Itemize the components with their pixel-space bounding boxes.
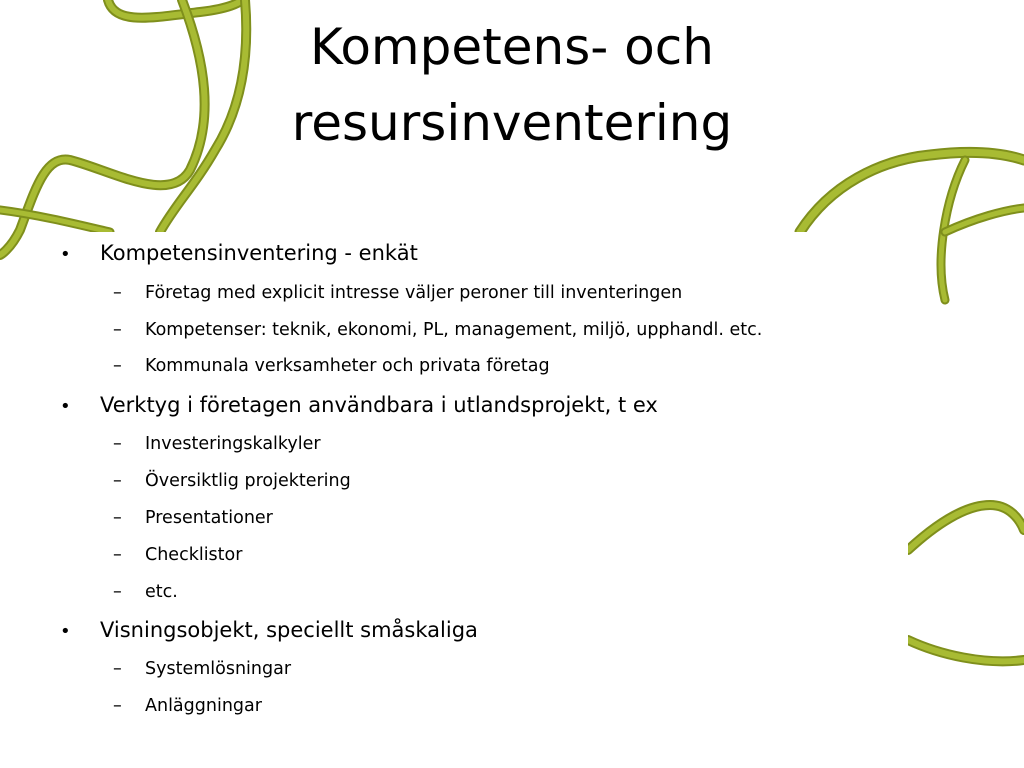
sub-bullet-text: Checklistor [145,545,243,565]
bullet-text: Verktyg i företagen användbara i utlandsprojekt, t ex [100,393,658,417]
dash-icon: – [113,320,122,340]
dash-icon: – [113,659,122,679]
bullet-dot-icon: • [60,244,71,265]
dash-icon: – [113,434,122,454]
sub-bullet-item [113,356,550,376]
sub-bullet-text: Kompetenser: teknik, ekonomi, PL, management, miljö, upphandl. etc. [145,320,763,340]
sub-bullet-text: Kommunala verksamheter och privata företag [145,356,550,376]
dash-icon: – [113,545,122,565]
sub-bullet-text: Anläggningar [145,696,262,716]
dash-icon: – [113,283,122,303]
sub-bullet-item [113,582,178,602]
sub-bullet-item [113,320,762,340]
bullet-dot-icon: • [60,621,71,642]
bullet-text: Visningsobjekt, speciellt småskaliga [100,618,478,642]
sub-bullet-item [113,283,682,303]
bullet-text: Kompetensinventering - enkät [100,241,418,265]
dash-icon: – [113,508,122,528]
sub-bullet-text: Investeringskalkyler [145,434,321,454]
dash-icon: – [113,696,122,716]
bullet-item [60,241,418,265]
dash-icon: – [113,356,122,376]
sub-bullet-item [113,508,273,528]
dash-icon: – [113,471,122,491]
sub-bullet-item [113,471,351,491]
sub-bullet-text: Presentationer [145,508,273,528]
slide-title-line-1: Kompetens- och [310,18,714,76]
bullet-dot-icon: • [60,396,71,417]
sub-bullet-text: etc. [145,582,178,602]
sub-bullet-item [113,659,291,679]
bullet-item [60,618,478,642]
bullet-item [60,393,658,417]
sub-bullet-text: Översiktlig projektering [145,471,351,491]
sub-bullet-item [113,545,242,565]
sub-bullet-item [113,434,321,454]
sub-bullet-item [113,696,262,716]
sub-bullet-text: Företag med explicit intresse väljer peroner till inventeringen [145,283,683,303]
slide-title-line-2: resursinventering [291,94,733,152]
dash-icon: – [113,582,122,602]
sub-bullet-text: Systemlösningar [145,659,292,679]
